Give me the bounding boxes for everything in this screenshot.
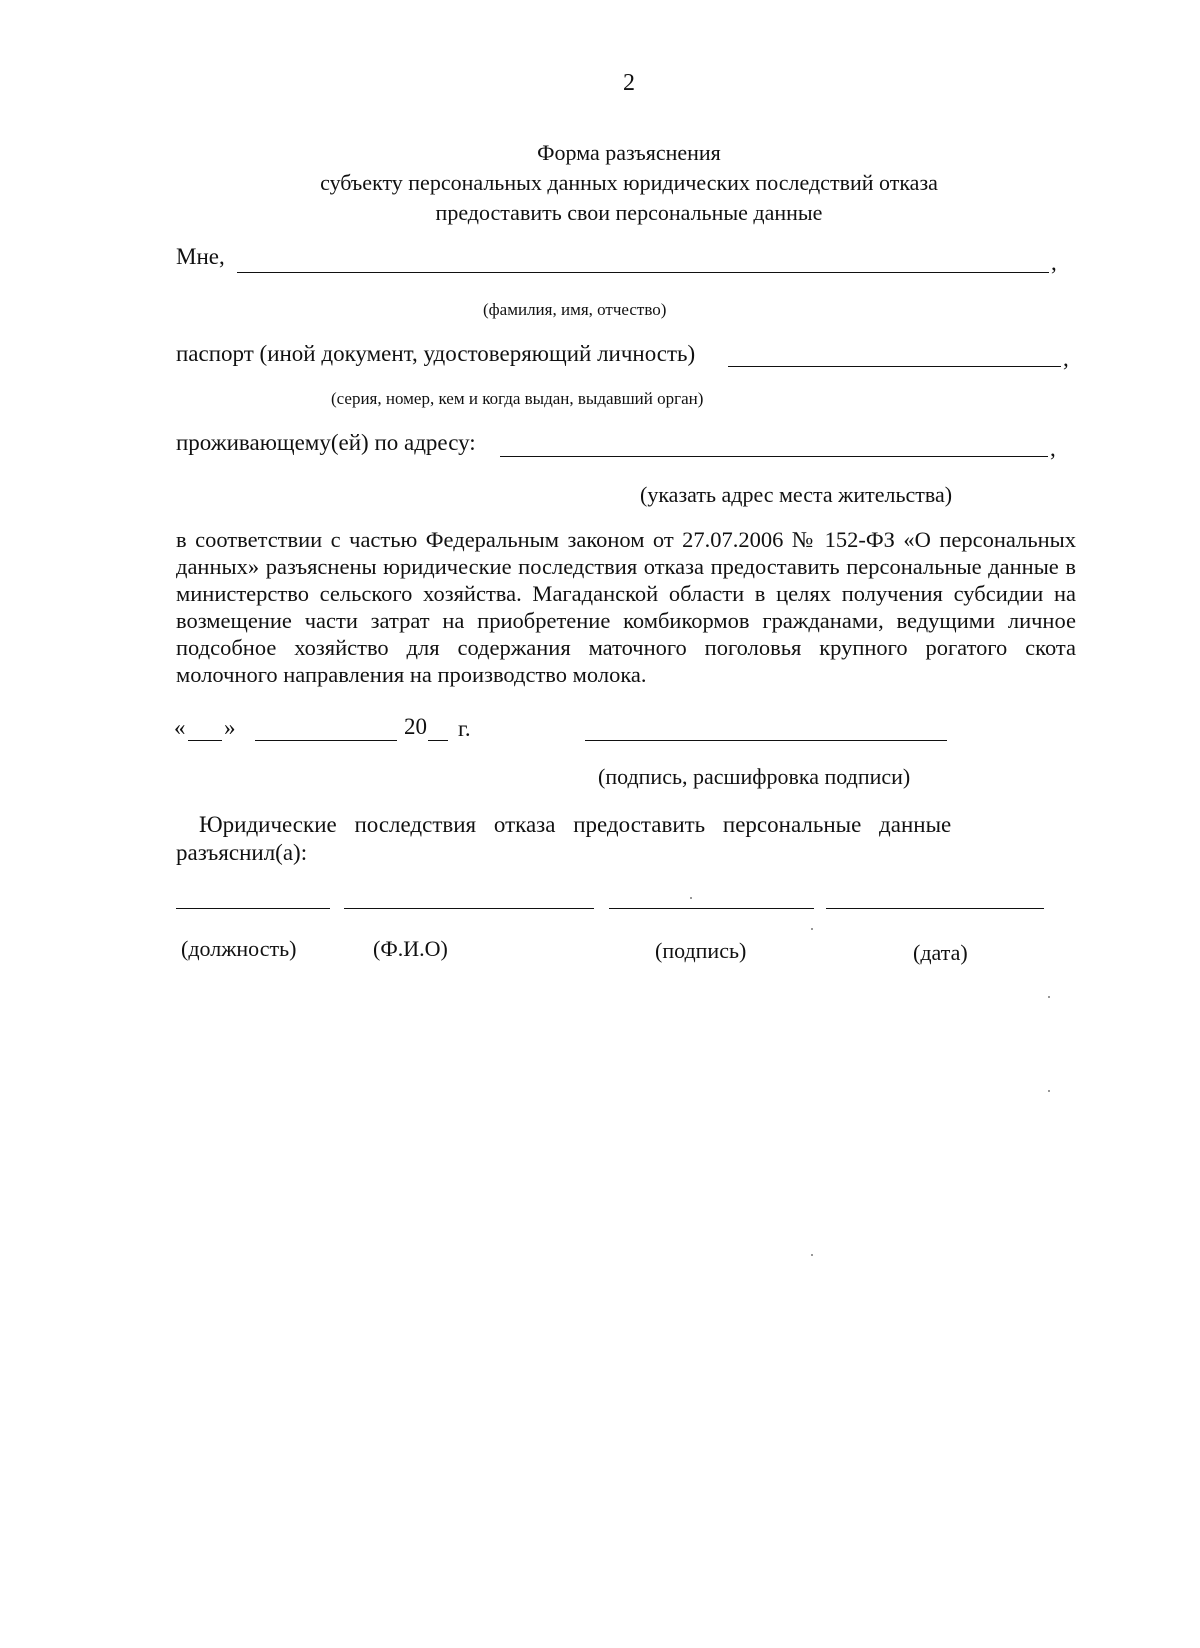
fio-caption: (Ф.И.О) (373, 936, 448, 961)
address-field-comma: , (1050, 436, 1056, 461)
date-bottom-line[interactable] (826, 908, 1044, 909)
date-open-quote: « (174, 715, 186, 740)
passport-field-line[interactable] (728, 366, 1061, 367)
date-day-line[interactable] (188, 740, 222, 741)
scan-speck (811, 1254, 813, 1256)
address-field-label: проживающему(ей) по адресу: (176, 430, 476, 455)
signature-bottom-line[interactable] (609, 908, 814, 909)
form-title-line-3: предоставить свои персональные данные (435, 200, 823, 225)
passport-field-comma: , (1063, 346, 1069, 371)
date-bottom-caption: (дата) (913, 940, 968, 965)
scan-speck (811, 928, 813, 930)
date-month-line[interactable] (255, 740, 397, 741)
page-number: 2 (623, 70, 635, 96)
form-title-line-1: Форма разъяснения (537, 140, 721, 165)
signature-bottom-caption: (подпись) (655, 938, 747, 963)
scan-speck (690, 897, 692, 899)
signature-caption: (подпись, расшифровка подписи) (598, 764, 911, 789)
fio-line[interactable] (344, 908, 594, 909)
date-year-suffix: г. (458, 716, 471, 741)
position-caption: (должность) (181, 936, 297, 961)
passport-field-caption: (серия, номер, кем и когда выдан, выдавший орган) (331, 389, 704, 408)
name-field-line[interactable] (237, 272, 1049, 273)
explained-line-2: разъяснил(а): (176, 840, 308, 865)
explained-line-1: Юридические последствия отказа предоставить персональные данные (199, 812, 952, 837)
date-close-quote: » (224, 715, 236, 740)
name-field-comma: , (1051, 250, 1057, 275)
name-field-caption: (фамилия, имя, отчество) (483, 300, 667, 319)
date-year-line[interactable] (428, 740, 448, 741)
scan-speck (1048, 1090, 1050, 1092)
scan-speck (1048, 996, 1050, 998)
form-title-line-2: субъекту персональных данных юридических последствий отказа (320, 170, 938, 195)
address-field-line[interactable] (500, 456, 1048, 457)
body-text: в соответствии с частью Федеральным законом от 27.07.2006 № 152-ФЗ «О персональных данных» разъяснены юридические последствия отказа предоставить персональные данные в министерство сельского хозяйства. Магаданской области в целях получения субсидии на возмещение части затрат на приобретение комбикормов гражданами, ведущими личное подсобное хозяйство для содержания маточного поголовья крупного рогатого скота молочного направления на производство молока. (176, 527, 1076, 687)
address-field-caption: (указать адрес места жительства) (640, 482, 953, 507)
date-year-prefix: 20 (404, 714, 427, 739)
name-field-label: Мне, (176, 244, 225, 269)
passport-field-label: паспорт (иной документ, удостоверяющий личность) (176, 341, 696, 366)
position-line[interactable] (176, 908, 330, 909)
body-paragraph (176, 526, 1076, 688)
signature-line[interactable] (585, 740, 947, 741)
